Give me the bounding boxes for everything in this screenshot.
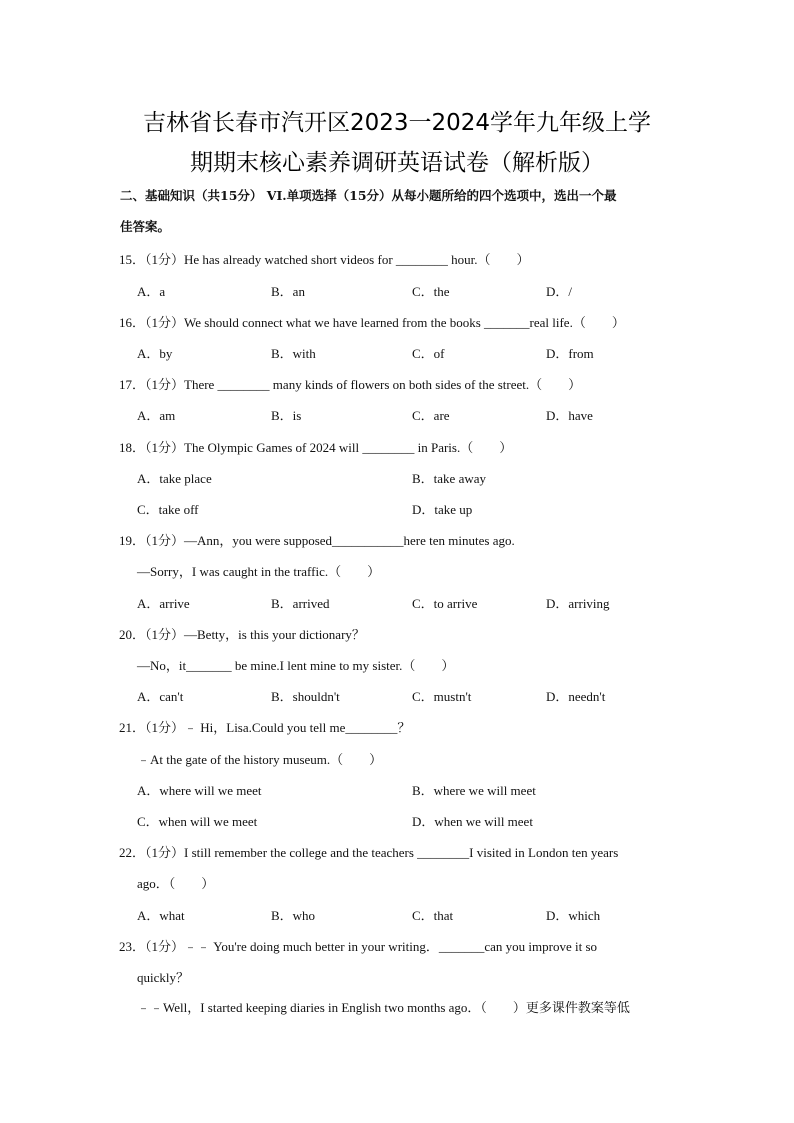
question-16-option-c[interactable]: C．of bbox=[412, 346, 445, 361]
question-19-option-c[interactable]: C．to arrive bbox=[412, 596, 478, 611]
question-19-option-a[interactable]: A．arrive bbox=[137, 596, 190, 611]
section-heading: 二、基础知识（共15分） VI.单项选择（15分）从每小题所给的四个选项中，选出一个最 bbox=[120, 188, 617, 203]
question-20-stem: 20．（1分）—Betty，is this your dictionary？ bbox=[119, 627, 365, 642]
question-22-stem-continued: ago．（ ） bbox=[137, 876, 215, 891]
question-21-option-d[interactable]: D．when we will meet bbox=[412, 814, 533, 829]
question-20-option-a[interactable]: A．can't bbox=[137, 689, 184, 704]
question-15-option-c[interactable]: C．the bbox=[412, 284, 450, 299]
question-23-stem-reply: ﹣﹣Well，I started keeping diaries in English two months ago．（ ）更多课件教案等低 bbox=[137, 1000, 630, 1015]
question-22-option-a[interactable]: A．what bbox=[137, 908, 185, 923]
question-18-option-c[interactable]: C．take off bbox=[137, 502, 199, 517]
question-19-stem: 19．（1分）—Ann，you were supposed___________here ten minutes ago. bbox=[119, 533, 515, 548]
question-18-stem: 18．（1分）The Olympic Games of 2024 will ________ in Paris.（ ） bbox=[119, 440, 513, 455]
question-21-option-c[interactable]: C．when will we meet bbox=[137, 814, 258, 829]
section-heading-continued: 佳答案。 bbox=[120, 219, 171, 234]
question-19-option-b[interactable]: B．arrived bbox=[271, 596, 330, 611]
question-22-option-c[interactable]: C．that bbox=[412, 908, 454, 923]
question-16-stem: 16．（1分）We should connect what we have learned from the books _______real life.（ ） bbox=[119, 315, 625, 330]
question-15-option-d[interactable]: D．/ bbox=[546, 284, 573, 299]
question-23-stem: 23．（1分）﹣﹣ You're doing much better in your writing．_______can you improve it so bbox=[119, 939, 598, 954]
question-17-option-a[interactable]: A．am bbox=[137, 408, 176, 423]
question-22-stem: 22．（1分）I still remember the college and the teachers ________I visited in London ten years bbox=[119, 845, 619, 860]
question-21-stem-reply: ﹣At the gate of the history museum.（ ） bbox=[137, 752, 383, 767]
document-title-line-2: 期期末核心素养调研英语试卷（解析版） bbox=[190, 150, 604, 176]
question-20-option-d[interactable]: D．needn't bbox=[546, 689, 606, 704]
question-22-option-b[interactable]: B．who bbox=[271, 908, 316, 923]
question-19-option-d[interactable]: D．arriving bbox=[546, 596, 610, 611]
question-15-option-a[interactable]: A．a bbox=[137, 284, 166, 299]
question-21-option-b[interactable]: B．where we will meet bbox=[412, 783, 536, 798]
question-22-option-d[interactable]: D．which bbox=[546, 908, 601, 923]
question-17-option-b[interactable]: B．is bbox=[271, 408, 302, 423]
question-21-stem: 21．（1分）﹣ Hi，Lisa.Could you tell me________？ bbox=[119, 720, 411, 735]
question-23-stem-continued: quickly？ bbox=[137, 970, 189, 985]
question-18-option-b[interactable]: B．take away bbox=[412, 471, 487, 486]
question-17-option-c[interactable]: C．are bbox=[412, 408, 450, 423]
question-18-option-a[interactable]: A．take place bbox=[137, 471, 212, 486]
question-21-option-a[interactable]: A．where will we meet bbox=[137, 783, 262, 798]
question-18-option-d[interactable]: D．take up bbox=[412, 502, 473, 517]
question-15-stem: 15．（1分）He has already watched short videos for ________ hour.（ ） bbox=[119, 252, 530, 267]
question-17-stem: 17．（1分）There ________ many kinds of flowers on both sides of the street.（ ） bbox=[119, 377, 582, 392]
question-15-option-b[interactable]: B．an bbox=[271, 284, 305, 299]
question-16-option-b[interactable]: B．with bbox=[271, 346, 316, 361]
question-17-option-d[interactable]: D．have bbox=[546, 408, 593, 423]
question-16-option-a[interactable]: A．by bbox=[137, 346, 173, 361]
question-20-stem-reply: —No，it_______ be mine.I lent mine to my sister.（ ） bbox=[137, 658, 455, 673]
question-20-option-b[interactable]: B．shouldn't bbox=[271, 689, 340, 704]
document-title-line-1: 吉林省长春市汽开区2023一2024学年九年级上学 bbox=[142, 110, 652, 136]
question-19-stem-reply: —Sorry，I was caught in the traffic.（ ） bbox=[137, 564, 381, 579]
question-20-option-c[interactable]: C．mustn't bbox=[412, 689, 472, 704]
question-16-option-d[interactable]: D．from bbox=[546, 346, 594, 361]
